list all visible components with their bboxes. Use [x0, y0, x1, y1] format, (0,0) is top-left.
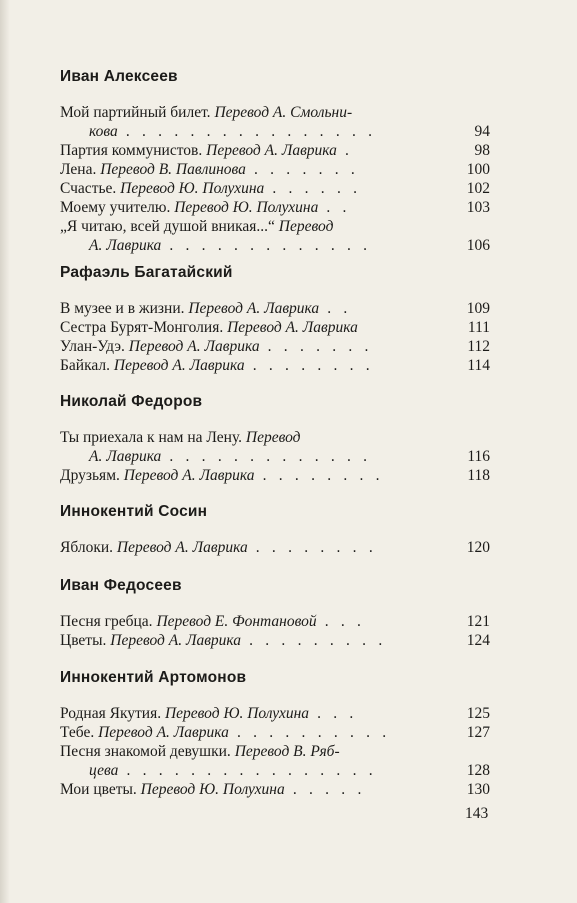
entry-list: [60, 103, 490, 255]
translator-credit: Перевод Ю. Полухина: [174, 199, 319, 216]
poem-title: Песня знакомой девушки.: [60, 743, 235, 760]
poem-title: Родная Якутия.: [60, 705, 165, 722]
translator-credit: Перевод А. Лаврика: [113, 357, 245, 374]
toc-section-innokenty-artomonov: [60, 668, 490, 799]
translator-credit: А. Лаврика: [89, 237, 162, 254]
toc-entry-line: [60, 428, 490, 447]
toc-entry-line: [60, 318, 490, 337]
dot-leader: . .: [318, 199, 351, 216]
entry-list: [60, 428, 490, 485]
toc-entry-line: [60, 466, 490, 485]
page-edge: [0, 0, 10, 903]
entry-list: [60, 299, 490, 375]
page-ref: 124: [466, 632, 490, 649]
author-heading: Иван Алексеев: [60, 68, 178, 85]
translator-credit: Перевод А. Лаврика: [116, 539, 248, 556]
translator-credit: Перевод А. Лаврика: [188, 300, 320, 317]
translator-credit: А. Лаврика: [89, 448, 162, 465]
dot-leader: . . . . . . . .: [254, 467, 384, 484]
entry-list: [60, 538, 490, 557]
page-ref: 120: [466, 539, 490, 556]
dot-leader: . . . . . . .: [259, 338, 373, 355]
page-ref: 102: [466, 180, 490, 197]
page-ref: 111: [467, 319, 490, 336]
toc-section-innokenty-sosin: [60, 502, 490, 557]
dot-leader: . . .: [316, 613, 366, 630]
page-ref: 128: [466, 762, 490, 779]
translator-credit: Перевод А. Лаврика: [206, 142, 337, 159]
poem-title: Мой партийный билет.: [60, 104, 215, 121]
dot-leader: . . . . .: [284, 781, 366, 798]
toc-entry-line: [60, 538, 490, 557]
translator-credit: Перевод: [245, 429, 301, 446]
poem-title: Ты приехала к нам на Лену.: [60, 429, 246, 446]
author-heading: Иннокентий Сосин: [60, 503, 208, 520]
dot-leader: . .: [319, 300, 352, 317]
dot-leader: . . . . . .: [264, 180, 362, 197]
page-ref: 94: [474, 123, 490, 140]
poem-title: Партия коммунистов.: [60, 142, 207, 159]
author-heading: Рафаэль Багатайский: [60, 264, 233, 281]
entry-list: [60, 612, 490, 650]
poem-title: Счастье.: [60, 180, 121, 197]
translator-credit: Перевод: [278, 218, 334, 235]
poem-title: Лена.: [60, 161, 101, 178]
dot-leader: . . . . . . . . . . . . . . . .: [117, 123, 377, 140]
toc-entry-line: [60, 723, 490, 742]
translator-credit: Перевод В. Павлинова: [100, 161, 246, 178]
page-ref: 118: [467, 467, 490, 484]
dot-leader: . . . . . . . . .: [241, 632, 387, 649]
poem-title: Байкал.: [60, 357, 114, 374]
dot-leader: . . . . . . . .: [247, 539, 377, 556]
page-ref: 125: [466, 705, 490, 722]
toc-entry-line: [60, 217, 490, 236]
toc-entry-line: [60, 356, 490, 375]
dot-leader: . . . . . . .: [245, 161, 359, 178]
page-ref: 127: [466, 724, 490, 741]
page-ref: 114: [467, 357, 490, 374]
translator-credit: Перевод А. Смольни-: [214, 104, 353, 121]
translator-credit: Перевод А. Лаврика: [227, 319, 358, 336]
toc-entry-line: [60, 337, 490, 356]
translator-credit: Перевод Е. Фонтановой: [156, 613, 317, 630]
author-heading: Иван Федосеев: [60, 577, 182, 594]
toc-entry-line: [60, 612, 490, 631]
dot-leader: . . .: [309, 705, 358, 722]
toc-entry-line: [60, 141, 490, 160]
toc-entry-line: [60, 761, 490, 780]
poem-title: Улан-Удэ.: [60, 338, 129, 355]
poem-title: Сестра Бурят-Монголия.: [60, 319, 228, 336]
poem-title: Моему учителю.: [60, 199, 175, 216]
toc-entry-line: [60, 447, 490, 466]
toc-entry-line: [60, 198, 490, 217]
page-ref: 103: [466, 199, 490, 216]
page-ref: 100: [466, 161, 490, 178]
poem-title: В музее и в жизни.: [60, 300, 189, 317]
poem-title: Тебе.: [60, 724, 99, 741]
dot-leader: . . . . . . . . . . . . . . . .: [118, 762, 377, 779]
toc-entry-line: [60, 742, 490, 761]
poem-title: „Я читаю, всей душой вникая...“: [60, 218, 279, 235]
toc-entry-line: [60, 236, 490, 255]
author-heading: Иннокентий Артомонов: [60, 669, 247, 686]
translator-credit: Перевод А. Лаврика: [98, 724, 229, 741]
poem-title: Цветы.: [60, 632, 111, 649]
poem-title: Друзьям.: [60, 467, 124, 484]
toc-entry-line: [60, 103, 490, 122]
toc-entry-line: [60, 704, 490, 723]
poem-title: Песня гребца.: [60, 613, 157, 630]
dot-leader: . . . . . . . . . . . . .: [161, 448, 372, 465]
translator-credit: Перевод А. Лаврика: [110, 632, 242, 649]
toc-section-ivan-alekseev: [60, 67, 490, 255]
toc-entry-line: [60, 780, 490, 799]
translator-credit: Перевод В. Ряб-: [234, 743, 340, 760]
poem-title: Яблоки.: [60, 539, 117, 556]
translator-credit: Перевод Ю. Полухина: [120, 180, 265, 197]
translator-credit: Перевод А. Лаврика: [128, 338, 260, 355]
toc-entry-line: [60, 299, 490, 318]
dot-leader: . . . . . . . .: [244, 357, 374, 374]
toc-section-ivan-fedoseev: [60, 576, 490, 650]
poem-title: Мои цветы.: [60, 781, 141, 798]
toc-section-nikolai-fedorov: [60, 392, 490, 485]
translator-credit: Перевод А. Лаврика: [123, 467, 255, 484]
page-ref: 106: [466, 237, 490, 254]
toc-entry-line: [60, 160, 490, 179]
page-ref: 109: [466, 300, 490, 317]
dot-leader: . . . . . . . . . . . . .: [161, 237, 372, 254]
page-ref: 116: [467, 448, 490, 465]
page-ref: 112: [467, 338, 490, 355]
toc-section-rafael-bagataisky: [60, 263, 490, 375]
toc-entry-line: [60, 631, 490, 650]
translator-credit: цева: [89, 762, 119, 779]
toc-entry-line: [60, 179, 490, 198]
translator-credit: Перевод Ю. Полухина: [164, 705, 310, 722]
toc-entry-line: [60, 122, 490, 141]
dot-leader: .: [336, 142, 354, 159]
translator-credit: кова: [89, 123, 118, 140]
dot-leader: . . . . . . . . . .: [228, 724, 391, 741]
author-heading: Николай Федоров: [60, 393, 203, 410]
page-ref: 130: [466, 781, 490, 798]
translator-credit: Перевод Ю. Полухина: [140, 781, 285, 798]
page-ref: 98: [474, 142, 490, 159]
page-ref: 121: [466, 613, 490, 630]
entry-list: [60, 704, 490, 799]
page-number: 143: [465, 805, 489, 822]
